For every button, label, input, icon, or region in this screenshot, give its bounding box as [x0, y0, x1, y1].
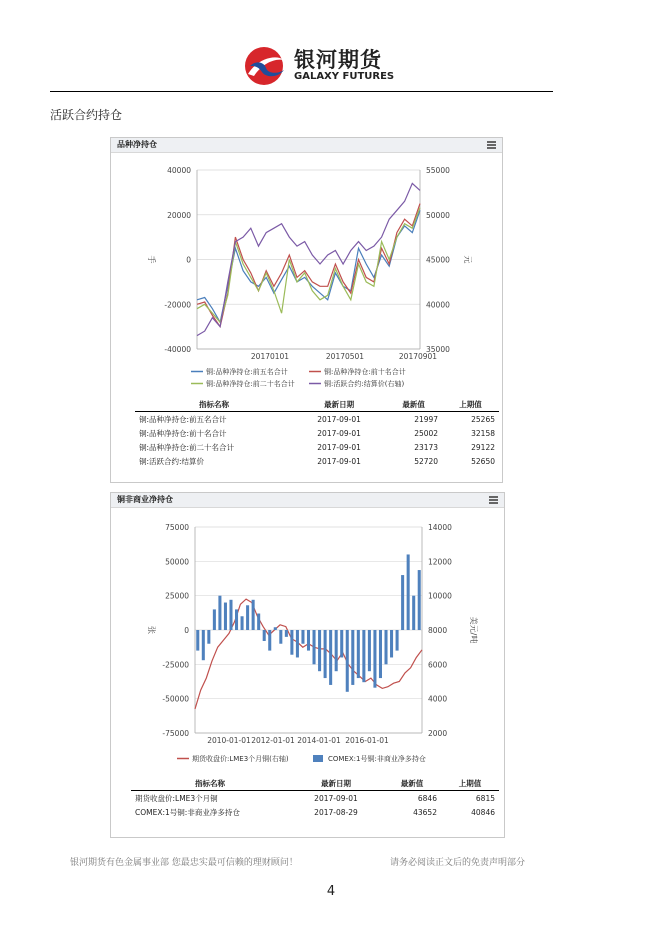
bar-mark [373, 630, 376, 688]
bar-mark [290, 630, 293, 655]
bar-mark [401, 575, 404, 630]
bar-mark [279, 630, 282, 644]
bar-mark [390, 630, 393, 657]
y-left-tick-label: 75000 [165, 523, 189, 532]
x-tick-label: 2012-01-01 [251, 736, 295, 745]
legend-label: COMEX:1号铜:非商业净多持仓 [328, 755, 426, 763]
logo-swirl-icon [240, 44, 290, 88]
table-cell: COMEX:1号铜:非商业净多持仓 [135, 807, 240, 817]
legend-swatch [313, 755, 323, 762]
y-right-tick-label: 14000 [428, 523, 452, 532]
table-row [131, 791, 499, 806]
legend-label: 铜:品种净持仓:前二十名合计 [206, 380, 295, 388]
bar-mark [235, 609, 238, 630]
table-cell: 43652 [413, 807, 437, 817]
table-cell: 2017-08-29 [314, 807, 358, 817]
bar-mark [301, 630, 304, 644]
table-cell: 25265 [471, 414, 495, 424]
table-row [135, 426, 499, 440]
bar-mark [263, 630, 266, 641]
legend-label: 铜:品种净持仓:前五名合计 [206, 368, 288, 376]
chart2-menu-icon[interactable] [489, 496, 498, 504]
bar-mark [357, 630, 360, 678]
legend-label: 期货收盘价:LME3个月铜(右轴) [192, 755, 289, 763]
table-row [135, 454, 499, 468]
y-left-tick-label: 50000 [165, 557, 189, 567]
y-right-tick-label: 4000 [428, 694, 448, 704]
table-cell: 23173 [414, 442, 439, 452]
bar-mark [207, 630, 210, 644]
chart1-menu-icon[interactable] [487, 141, 496, 149]
x-tick-label: 2014-01-01 [297, 736, 341, 745]
chart1-panel-title: 品种净持仓 [117, 140, 157, 149]
table-cell: 2017-09-01 [317, 442, 361, 452]
y-right-axis-title: 美元/吨 [469, 616, 478, 644]
bar-mark [407, 554, 410, 630]
y-right-tick-label: 55000 [426, 166, 450, 175]
bar-mark [285, 630, 288, 637]
section-title: 活跃合约持仓 [50, 108, 123, 122]
table-row [131, 805, 499, 819]
bar-mark [318, 630, 321, 671]
bar-mark [351, 630, 354, 685]
y-right-tick-label: 6000 [428, 660, 448, 670]
bar-mark [307, 630, 310, 651]
page-number: 4 [326, 884, 336, 899]
legend-label: 铜:活跃合约:结算价(右轴) [324, 380, 405, 388]
chart2-panel-title: 铜非商业净持仓 [117, 495, 173, 504]
bar-mark [257, 614, 260, 630]
bar-mark [274, 627, 277, 630]
table-row [135, 412, 499, 427]
table-cell: 29122 [471, 442, 495, 452]
bar-mark [340, 630, 343, 657]
chart1-panel [110, 137, 503, 483]
table-header-cell: 指标名称 [131, 777, 289, 791]
logo-english-text: GALAXY FUTURES [294, 71, 395, 82]
table-cell: 6815 [475, 793, 495, 803]
table-cell: 铜:品种净持仓:前十名合计 [139, 428, 227, 438]
bar-mark [396, 630, 399, 651]
x-tick-label: 20170901 [398, 352, 438, 361]
y-left-axis-title: 张 [147, 626, 156, 634]
x-tick-label: 20170501 [325, 352, 365, 361]
header-divider [50, 91, 553, 92]
table-cell: 期货收盘价:LME3个月铜 [135, 793, 218, 803]
footer-right-text: 请务必阅读正文后的免责声明部分 [390, 858, 526, 868]
table-cell: 铜:品种净持仓:前二十名合计 [139, 442, 235, 452]
bar-mark [213, 609, 216, 630]
bar-mark [324, 630, 327, 678]
table-header-cell: 最新值 [383, 777, 441, 791]
bar-mark [384, 630, 387, 664]
chart2-panel [110, 492, 505, 838]
table-cell: 铜:品种净持仓:前五名合计 [139, 414, 227, 424]
table-cell: 2017-09-01 [317, 428, 361, 438]
chart2-panel-header [111, 493, 504, 508]
y-left-tick-label: 0 [184, 626, 189, 635]
y-left-tick-label: 0 [186, 255, 191, 265]
y-right-tick-label: 10000 [428, 591, 452, 601]
bar-mark [218, 596, 221, 630]
y-left-tick-label: 20000 [167, 210, 191, 220]
bar-mark [229, 600, 232, 630]
y-left-tick-label: -40000 [164, 345, 191, 354]
y-right-tick-label: 2000 [428, 729, 448, 738]
bar-mark [368, 630, 371, 671]
table-header-cell: 上期值 [441, 777, 499, 791]
bar-mark [241, 616, 244, 630]
legend-label: 铜:品种净持仓:前十名合计 [324, 368, 406, 376]
bar-mark [268, 630, 271, 651]
table-row [135, 440, 499, 454]
chart1-table [135, 398, 499, 468]
table-cell: 25002 [414, 428, 439, 438]
y-right-tick-label: 12000 [428, 557, 452, 567]
y-right-axis-title: 元 [463, 255, 472, 264]
table-header-cell: 最新日期 [289, 777, 383, 791]
y-right-tick-label: 40000 [426, 300, 450, 310]
bar-mark [329, 630, 332, 685]
y-left-tick-label: 25000 [165, 591, 189, 601]
chart1-panel-header [111, 138, 502, 153]
table-cell: 52720 [414, 456, 439, 466]
bar-mark [252, 600, 255, 630]
bar-mark [246, 605, 249, 630]
y-left-tick-label: -25000 [162, 660, 189, 670]
y-right-tick-label: 8000 [428, 626, 448, 635]
x-tick-label: 2010-01-01 [207, 736, 251, 745]
y-right-tick-label: 50000 [426, 210, 450, 220]
chart2-table [131, 777, 499, 819]
table-cell: 铜:活跃合约:结算价 [139, 456, 205, 466]
table-header-cell: 上期值 [442, 398, 499, 412]
bar-mark [418, 570, 421, 630]
table-header-cell: 最新值 [385, 398, 442, 412]
bar-mark [224, 603, 227, 630]
footer-left-text: 银河期货有色金属事业部 您最忠实最可信赖的理财顾问！ [70, 858, 298, 868]
bar-mark [296, 630, 299, 657]
y-left-tick-label: -20000 [164, 300, 191, 310]
table-header-cell: 指标名称 [135, 398, 293, 412]
bar-mark [313, 630, 316, 664]
table-cell: 2017-09-01 [314, 793, 358, 803]
x-tick-label: 20170101 [250, 352, 290, 361]
bar-mark [202, 630, 205, 660]
table-cell: 32158 [471, 428, 495, 438]
bar-mark [196, 630, 199, 651]
y-left-tick-label: -50000 [162, 694, 189, 704]
chart1-svg [111, 154, 502, 416]
table-header-row [131, 777, 499, 791]
bar-mark [346, 630, 349, 692]
chart2-svg [111, 509, 504, 781]
table-cell: 52650 [471, 456, 495, 466]
y-left-axis-title: 手 [147, 255, 156, 264]
bar-mark [362, 630, 365, 682]
series-line [195, 599, 422, 709]
table-header-cell: 最新日期 [293, 398, 385, 412]
table-header-row [135, 398, 499, 412]
y-left-tick-label: 40000 [167, 166, 191, 175]
y-right-tick-label: 45000 [426, 255, 450, 265]
galaxy-futures-logo [240, 44, 400, 88]
y-right-tick-label: 35000 [426, 345, 450, 354]
logo-chinese-text: 银河期货 [294, 48, 382, 72]
table-cell: 2017-09-01 [317, 414, 361, 424]
table-cell: 21997 [414, 414, 439, 424]
table-cell: 6846 [417, 793, 437, 803]
bar-mark [412, 596, 415, 630]
table-cell: 2017-09-01 [317, 456, 361, 466]
x-tick-label: 2016-01-01 [345, 736, 389, 745]
bar-mark [335, 630, 338, 671]
y-left-tick-label: -75000 [162, 729, 189, 738]
bar-mark [379, 630, 382, 678]
table-cell: 40846 [471, 807, 495, 817]
